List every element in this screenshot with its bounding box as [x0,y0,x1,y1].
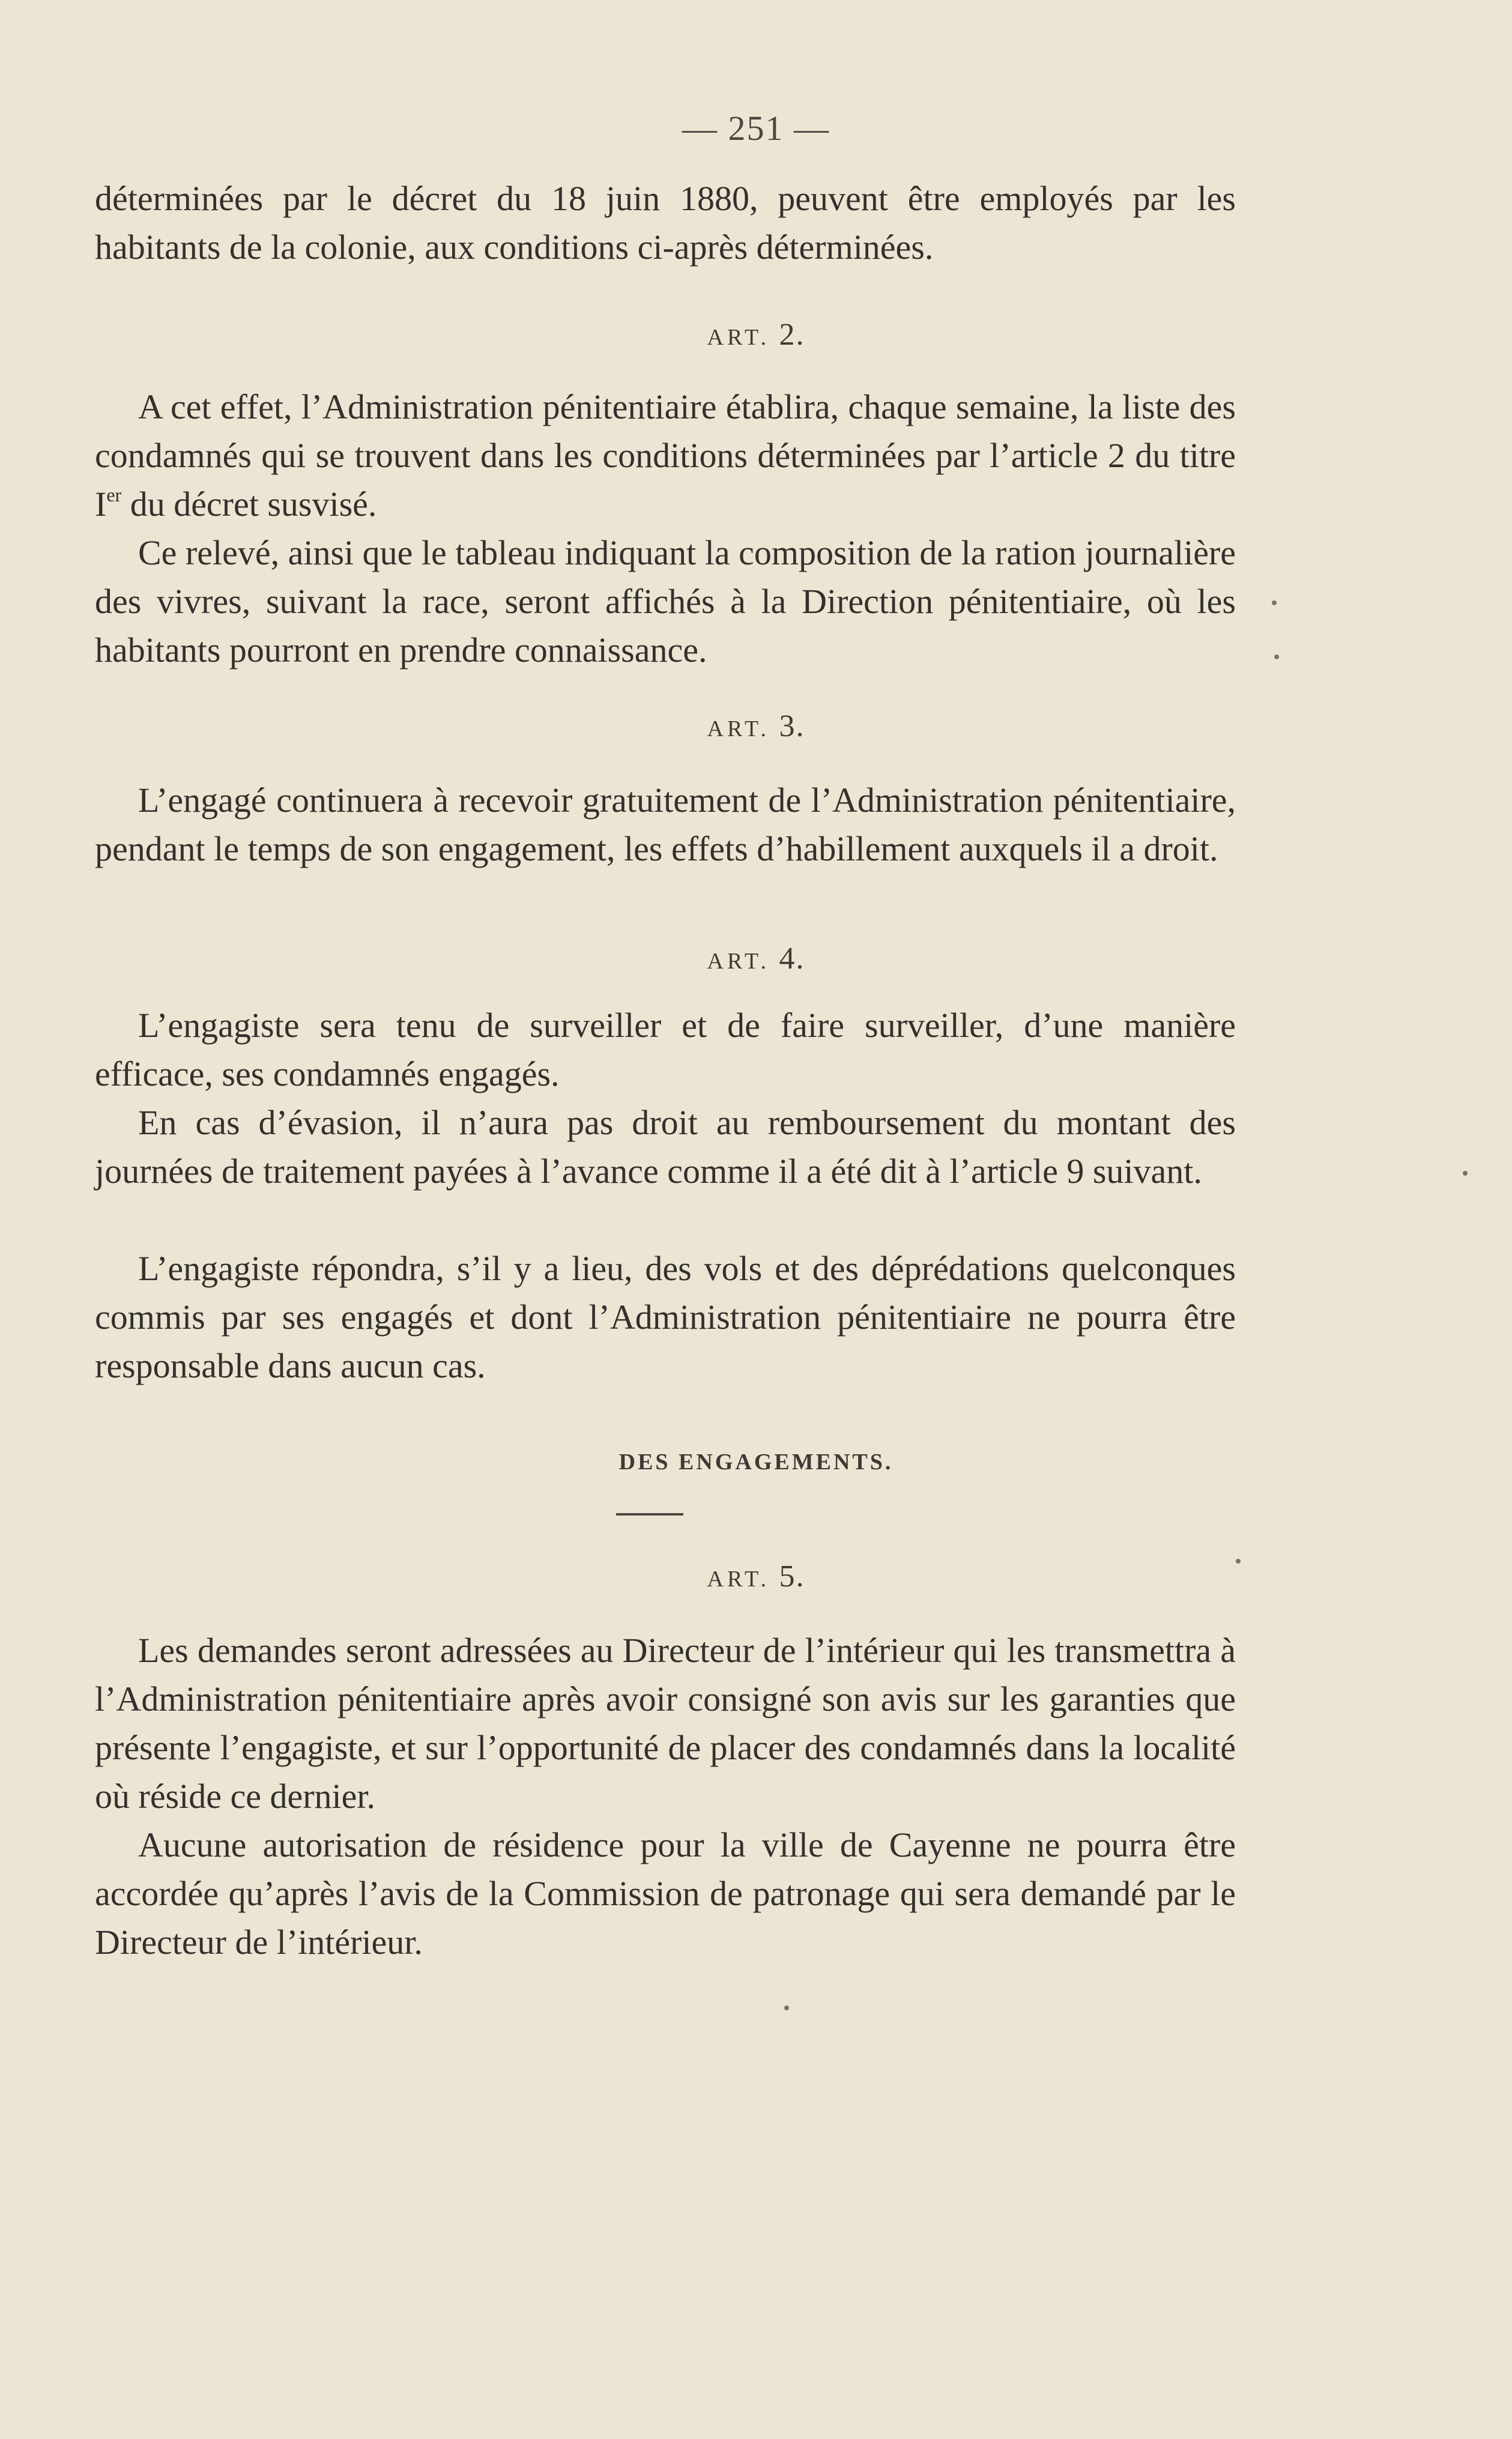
article-5-paragraph-1: Les demandes seront adressées au Directeur de l’intérieur qui les transmettra à l’Administration pénitentiaire après avoir consigné son avis sur les garanties que présente l’engagiste, et sur l’opportunité de placer des condamnés dans la localité où réside ce dernier. [95,1631,1236,1816]
paper-speck [784,2005,789,2010]
article-5-paragraph-2: Aucune autorisation de résidence pour la ville de Cayenne ne pourra être accordée qu’après l’avis de la Commission de patronage qui sera demandé par le Directeur de l’intérieur. [95,1825,1236,1962]
article-number: 2. [779,318,805,352]
article-3-heading [0,709,1512,744]
article-5-heading [0,1559,1512,1594]
paper-speck [1274,654,1279,659]
article-3-paragraph-1: L’engagé continuera à recevoir gratuitement de l’Administration pénitentiaire, pendant le temps de son engagement, les effets d’habillement auxquels il a droit. [95,781,1236,868]
page-number: — 251 — [682,109,830,148]
paper-speck [1463,1171,1468,1176]
article-label: ART. [707,1567,770,1592]
article-label: ART. [707,716,770,742]
article-2-paragraph-1 [95,382,1236,528]
article-4-paragraph-2: En cas d’évasion, il n’aura pas droit au remboursement du montant des journées de traitement payées à l’avance comme il a été dit à l’article 9 suivant. [95,1103,1236,1191]
article-2-paragraph-1-tail: du décret susvisé. [121,485,377,524]
opening-paragraph: déterminées par le décret du 18 juin 1880, peuvent être employés par les habitants de la colonie, aux conditions ci-après déterminées. [95,179,1236,267]
article-label: ART. [707,949,770,974]
article-4-paragraph-1: L’engagiste sera tenu de surveiller et de faire surveiller, d’une manière efficace, ses condamnés engagés. [95,1006,1236,1093]
section-title: DES ENGAGEMENTS. [618,1449,894,1475]
superscript: er [106,484,122,506]
article-4-paragraph-3: L’engagiste répondra, s’il y a lieu, des vols et des déprédations quelconques commis par ses engagés et dont l’Administration pénitentiaire ne pourra être responsable dans aucun cas. [95,1249,1236,1385]
article-number: 4. [779,941,805,976]
section-divider [616,1513,683,1516]
article-number: 5. [779,1559,805,1594]
paper-speck [1272,600,1277,605]
article-number: 3. [779,709,805,743]
article-4-heading [0,941,1512,976]
article-2-paragraph-2: Ce relevé, ainsi que le tableau indiquant la composition de la ration journalière des vivres, suivant la race, seront affichés à la Direction pénitentiaire, où les habitants pourront en prendre connaissance. [95,533,1236,669]
paper-speck [1236,1559,1241,1564]
article-2-heading [0,317,1512,352]
article-label: ART. [707,325,770,350]
article-2-paragraph-1-text: A cet effet, l’Administration pénitentiaire établira, chaque semaine, la liste des condamnés qui se trouvent dans les conditions déterminées par l’article 2 du titre I [95,387,1236,524]
